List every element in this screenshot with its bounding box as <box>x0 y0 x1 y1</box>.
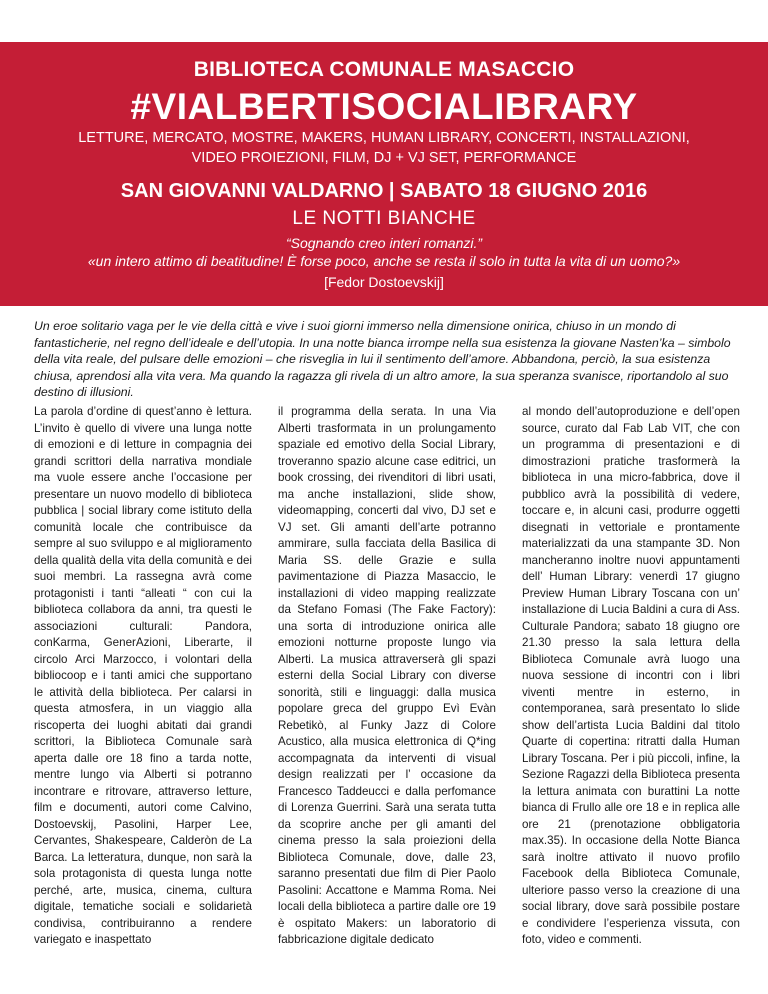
program-line-2: VIDEO PROIEZIONI, FILM, DJ + VJ SET, PERFORMANCE <box>191 150 577 166</box>
program-line-1: LETTURE, MERCATO, MOSTRE, MAKERS, HUMAN LIBRARY, CONCERTI, INSTALLAZIONI, <box>78 130 690 146</box>
column-3-text: al mondo dell’autoproduzione e dell’open source, curato dal Fab Lab VIT, che con un programma di presentazioni e di dimostrazioni pratiche trasformerà la biblioteca in una micro-fabbrica, dove il pubblico avrà la possibilità di vedere, toccare e, in alcuni casi, produrre oggetti disegnati in vettoriale e prontamente materializzati da una stampante 3D. Non mancheranno inoltre nuovi appuntamenti dell’ Human Library: venerdì 17 giugno Preview Human Library Toscana con un’ installazione di Lucia Baldini a cura di Ass. Culturale Pandora; sabato 18 giugno ore 21.30 presso la sala lettura della Biblioteca Comunale avrà luogo una nuova sessione di incontri con i libri viventi mentre in esterno, in contemporanea, sarà presentato lo slide show dell’artista Lucia Baldini dal titolo Quarte di copertina: ritratti dalla Human Library Toscana. Per i più piccoli, infine, la Sezione Ragazzi della Biblioteca presenta la lettura animata con burattini La notte bianca di Frullo alle ore 18 e in replica alle ore 21 (prenotazione obbligatoria max.35). In occasione della Notte Bianca sarà inoltre attivato il nuovo profilo Facebook della Biblioteca Comunale, ulteriore passo verso la creazione di una social library, dove sarà possibile postare e condividere l’esperienza vissuta, con foto, video e commenti. <box>522 405 740 946</box>
place-date: SAN GIOVANNI VALDARNO | SABATO 18 GIUGNO 2016 <box>120 180 648 202</box>
quote-author: [Fedor Dostoevskij] <box>324 274 444 290</box>
header-banner <box>0 42 768 306</box>
body-columns <box>34 404 740 949</box>
intro-paragraph: Un eroe solitario vaga per le vie della città e vive i suoi giorni immerso nella dimensione onirica, chiuso in un mondo di fantasticherie, nel regno dell’ideale e dell’utopia. In una notte bianca irrompe nella sua esistenza la giovane Nasten’ka – simbolo della vita reale, del pulsare delle emozioni – che risveglia in lui il sentimento dell’amore. Abbandona, perciò, la sua esistenza chiusa, aprendosi alla vita vera. Ma quando la ragazza gli rivela di un altro amore, la sua speranza svanisce, riportandolo al suo destino di illusioni. <box>34 319 731 400</box>
quote-line-2: «un intero attimo di beatitudine! È forse poco, anche se resta il solo in tutta la vita di un uomo?» <box>87 253 681 269</box>
column-1-text: La parola d’ordine di quest’anno è lettura. L’invito è quello di vivere una lunga notte di emozioni e di letture in compagnia dei grandi scrittori della narrativa mondiale ma vuole essere anche l’occasione per presentare un nuovo modello di biblioteca pubblica | social library come istituto della comunità locale che contribuisce da sempre al suo sviluppo e al miglioramento della qualità della vita della comunità e dei suoi membri. La rassegna avrà come protagonisti i tanti “alleati “ con cui la biblioteca collabora da anni, tra questi le associazioni culturali: Pandora, conKarma, GenerAzioni, Liberarte, il circolo Arci Marzocco, i volontari della bibliocoop e i tanti amici che supportano le attività della biblioteca. Per calarsi in questa atmosfera, in un viaggio alla riscoperta dei luoghi abitati dai grandi scrittori, la Biblioteca Comunale sarà aperta dalle ore 18 fino a tarda notte, mentre lungo via Alberti si potranno incontrare e ritrovare, attraverso letture, film e documenti, autori come Calvino, Dostoevskij, Pasolini, Harper Lee, Cervantes, Shakespeare, Calderòn de La Barca. La letteratura, dunque, non sarà la sola protagonista di questa lunga notte perché, arte, musica, cinema, cultura digitale, tematiche sociali e solidarietà condivisa, contribuiranno a rendere variegato e inaspettato <box>34 405 252 946</box>
column-2-text: il programma della serata. In una Via Alberti trasformata in un prolungamento spaziale ed emotivo della Social Library, troveranno spazio alcune case editrici, un book crossing, dei rivenditori di libri usati, ma anche installazioni, slide show, videomapping, concerti dal vivo, DJ set e VJ set. Gli amanti dell’arte potranno ammirare, sulla facciata della Basilica di Maria SS. delle Grazie e sulla pavimentazione di Piazza Masaccio, le installazioni di video mapping realizzate da Stefano Fomasi (The Fake Factory): una sorta di introduzione onirica alle emozioni notturne proposte lungo via Alberti. La musica attraverserà gli spazi esterni della Social Library con diverse sonorità, stili e linguaggi: dalla musica popolare greca del gruppo Evì Evàn Rebetikò, al Funky Jazz di Colore Acustico, alla musica elettronica di Q*ing accompagnata da interventi di visual design realizzati per l’ occasione da Francesco Taddeucci e dalla perfomance di Lorenza Guerrini. Sarà una serata tutta da scoprire anche per gli amanti del cinema presso la sala proiezioni della Biblioteca Comunale, dove, dalle 23, saranno presentati due film di Pier Paolo Pasolini: Accattone e Mamma Roma. Nei locali della biblioteca a partire dalle ore 19 è ospitato Makers: un laboratorio di fabbricazione digitale dedicato <box>278 405 496 946</box>
quote-line-1: “Sognando creo interi romanzi.” <box>285 235 483 251</box>
hashtag-title: #VIALBERTISOCIALIBRARY <box>130 86 638 127</box>
event-title: LE NOTTI BIANCHE <box>292 208 476 229</box>
library-name: BIBLIOTECA COMUNALE MASACCIO <box>193 58 575 81</box>
